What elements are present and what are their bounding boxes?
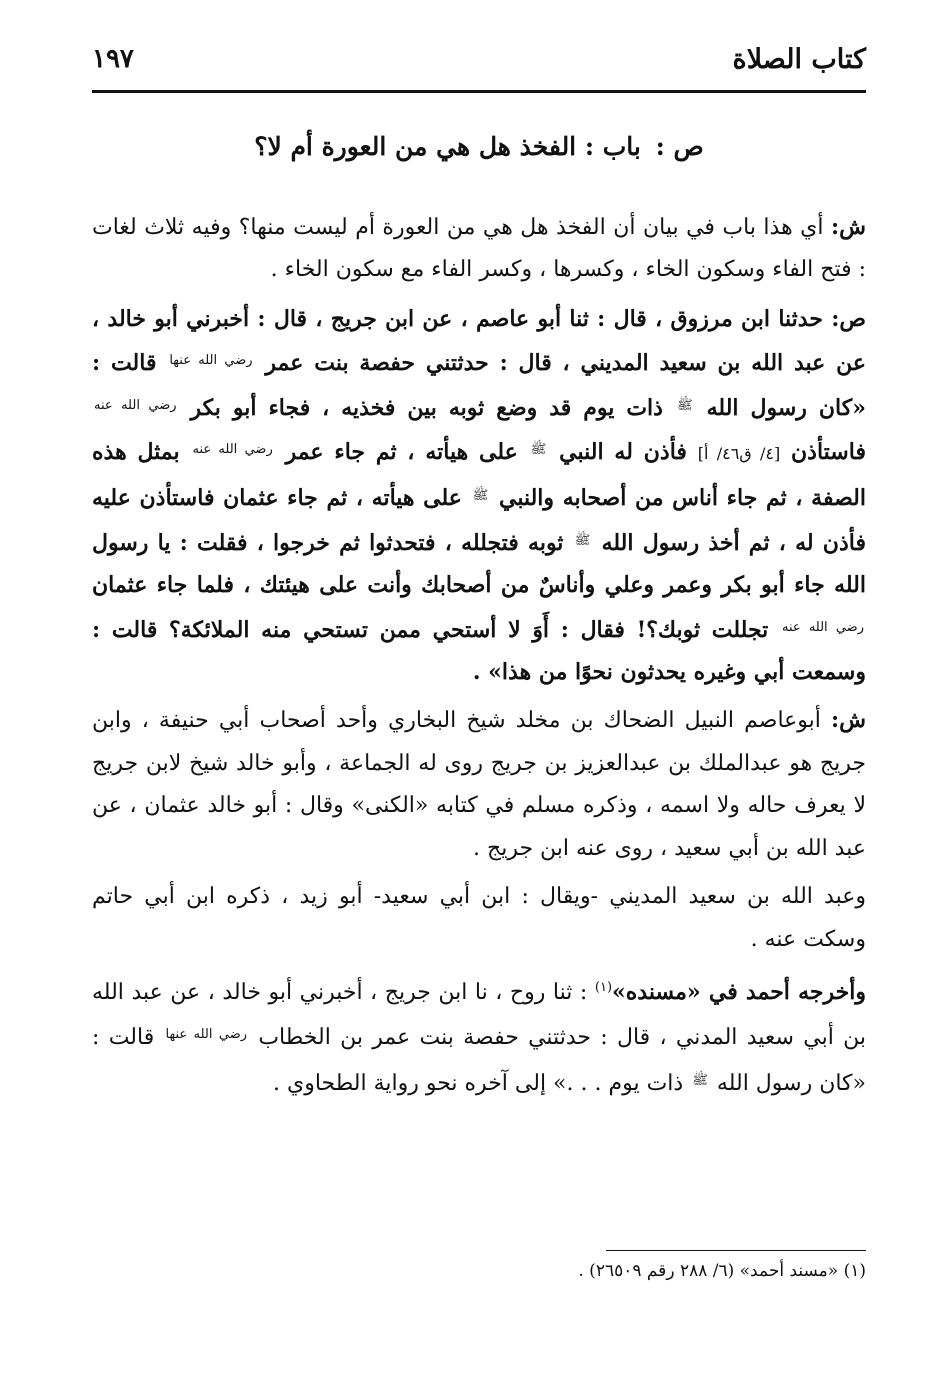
honorific-glyph: ﷺ (692, 1072, 708, 1088)
main-text (92, 206, 866, 1111)
paragraph-text-2: قالت : «كان رسول الله (92, 1025, 866, 1096)
paragraph-text-1: : ثنا روح ، نا ابن جريج ، أخبرني أبو خالد ، عن عبد الله بن أبي سعيد المدني ، قال : حدثتني حفصة بنت عمر بن الخطاب (92, 979, 866, 1051)
footnote-marker: (١) (594, 979, 613, 995)
section-heading (92, 132, 866, 161)
hadith-text-5: فأذن له النبي (559, 439, 687, 466)
footnote: (١) «مسند أحمد» (٦/ ٢٨٨ رقم ٢٦٥٠٩) . (578, 1261, 866, 1281)
honorific-glyph: رضي الله عنه (94, 397, 177, 413)
commentary-paragraph-2 (92, 699, 866, 870)
chapter-title: كتاب الصلاة (732, 44, 866, 75)
page-header (92, 38, 866, 88)
paragraph-text: أي هذا باب في بيان أن الفخذ هل هي من العورة أم ليست منها؟ وفيه ثلاث لغات : فتح الفاء وسكون الخاء ، وكسرها ، وكسر الفاء مع سكون الخاء . (92, 215, 866, 283)
paragraph-text: أبوعاصم النبيل الضحاك بن مخلد شيخ البخاري وأحد أصحاب أبي حنيفة ، وابن جريج هو عبدالملك بن عبدالعزيز بن جريج روى له الجماعة ، وأبو خالد شيخ لابن جريج لا يعرف حاله ولا اسمه ، وذكره مسلم في كتابه «الكنى» وقال : أبو خالد عثمان ، عن عبد الله بن أبي سعيد ، روى عنه ابن جريج . (92, 708, 866, 861)
source-lead: وأخرجه أحمد في «مسنده» (612, 978, 866, 1005)
hadith-text-3: ذات يوم قد وضع ثوبه بين فخذيه ، فجاء أبو بكر (190, 394, 663, 421)
hadith-paragraph (92, 298, 866, 694)
honorific-glyph: رضي الله عنها (165, 1027, 248, 1043)
hadith-text-1: حدثنا ابن مرزوق ، قال : ثنا أبو عاصم ، عن ابن جريج ، قال : أخبرني أبو خالد ، عن عبد الله بن سعيد المديني ، قال : حدثتني حفصة بنت عمر (92, 305, 866, 377)
hadith-text-2: قالت : «كان رسول الله (92, 350, 866, 421)
footnote-divider (606, 1250, 866, 1251)
paragraph-text: وعبد الله بن سعيد المديني -ويقال : ابن أبي سعيد- أبو زيد ، ذكره ابن أبي حاتم وسكت عنه . (92, 884, 866, 952)
hadith-text-6: على هيأته ، ثم جاء عمر (285, 439, 518, 466)
commentary-label: ش: (831, 214, 866, 240)
honorific-glyph: ﷺ (472, 488, 489, 504)
section-label: ص : (655, 132, 704, 161)
manuscript-reference: [٤/ ق٤٦/ أ] (697, 444, 781, 464)
commentary-paragraph-4 (92, 967, 866, 1105)
hadith-text-7: بمثل هذه الصفة ، ثم جاء أناس من أصحابه والنبي (92, 439, 866, 512)
section-title: باب : الفخذ هل هي من العورة أم لا؟ (254, 132, 641, 161)
honorific-glyph: ﷺ (676, 397, 693, 413)
hadith-text-8: على هيأته ، ثم جاء عثمان فاستأذن عليه فأذن له ، ثم أخذ رسول الله (92, 485, 866, 556)
commentary-paragraph-1 (92, 206, 866, 292)
paragraph-text-3: ذات يوم . . .» إلى آخره نحو رواية الطحاوي . (272, 1070, 684, 1096)
hadith-text-4: فاستأذن (791, 439, 866, 466)
commentary-paragraph-3 (92, 876, 866, 961)
honorific-glyph: رضي الله عنها (169, 353, 253, 369)
page-number: ١٩٧ (92, 44, 134, 74)
commentary-label: ش: (831, 707, 866, 734)
honorific-glyph: رضي الله عنه (192, 442, 273, 458)
honorific-glyph: ﷺ (530, 442, 547, 458)
honorific-glyph: ﷺ (574, 532, 591, 548)
text-label: ص: (831, 305, 866, 332)
hadith-text-9: ثوبه فتجلله ، فتحدثوا ثم خرجوا ، فقلت : يا رسول الله جاء أبو بكر وعمر وعلي وأناسٌ من أصحابك وأنت على هيئتك ، فلما جاء عثمان (92, 529, 866, 599)
header-divider (92, 90, 866, 93)
hadith-text-10: تجللت ثوبك؟! فقال : أَوَ لا أستحي ممن تستحي منه الملائكة؟ قالت : وسمعت أبي وغيره يحدثون نحوًا من هذا» . (92, 616, 866, 686)
honorific-glyph: رضي الله عنه (782, 619, 864, 635)
